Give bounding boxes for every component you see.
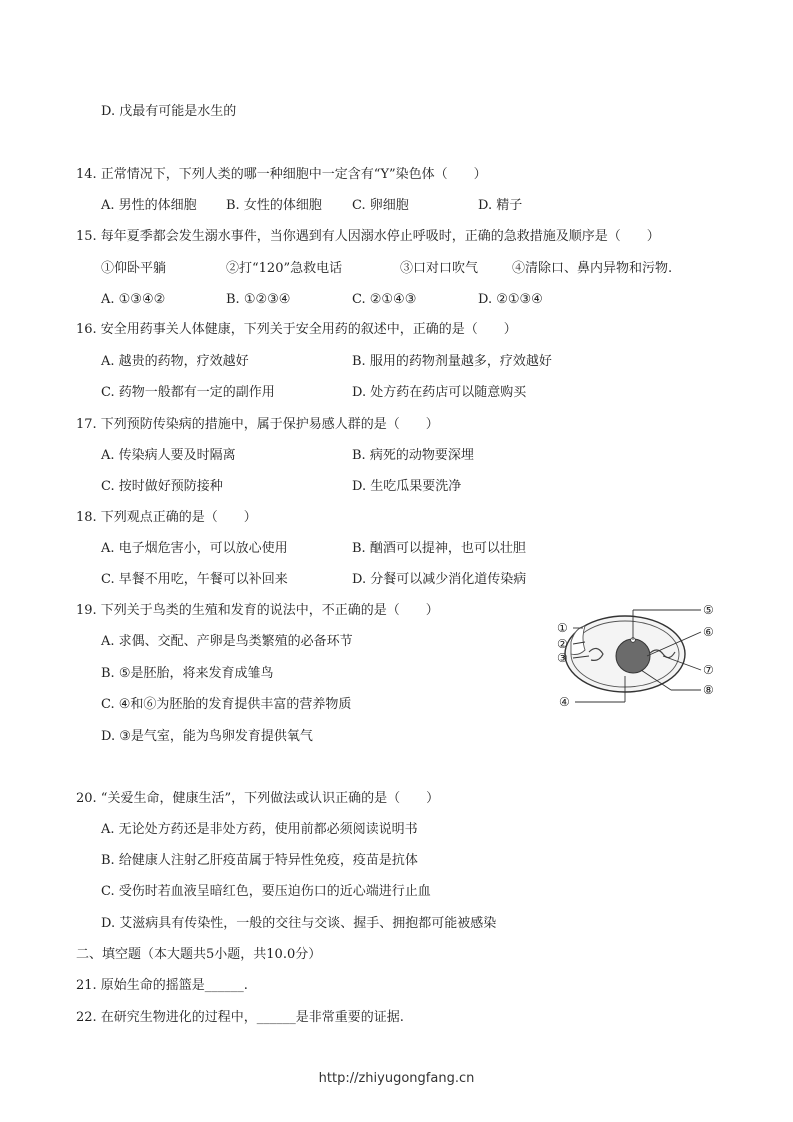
q16-option-d: D. 处方药在药店可以随意购买: [352, 385, 527, 400]
q17-stem: 17. 下列预防传染病的措施中，属于保护易感人群的是（ ）: [76, 417, 439, 432]
q15-step-3: ③口对口吹气: [400, 261, 479, 276]
figure-label-2: ②: [557, 637, 568, 651]
q15-option-b: B. ①②③④: [226, 292, 291, 307]
q19-option-d: D. ③是气室，能为鸟卵发育提供氧气: [101, 729, 313, 744]
q14-stem: 14. 正常情况下，下列人类的哪一种细胞中一定含有“Y”染色体（ ）: [76, 167, 487, 182]
q15-option-d: D. ②①③④: [478, 292, 543, 307]
q15-step-4: ④清除口、鼻内异物和污物.: [512, 261, 673, 276]
section-2-heading: 二、填空题（本大题共5小题，共10.0分）: [76, 947, 322, 962]
figure-label-7: ⑦: [703, 663, 714, 677]
q17-option-b: B. 病死的动物要深埋: [352, 448, 474, 463]
q17-option-c: C. 按时做好预防接种: [101, 479, 223, 494]
q20-option-d: D. 艾滋病具有传染性，一般的交往与交谈、握手、拥抱都可能被感染: [101, 916, 497, 931]
q16-stem: 16. 安全用药事关人体健康，下列关于安全用药的叙述中，正确的是（ ）: [76, 322, 517, 337]
figure-label-3: ③: [557, 651, 568, 665]
q20-option-c: C. 受伤时若血液呈暗红色，要压迫伤口的近心端进行止血: [101, 884, 431, 899]
footer-url: http://zhiyugongfang.cn: [318, 1071, 475, 1086]
q18-option-b: B. 酗酒可以提神，也可以壮胆: [352, 541, 526, 556]
q15-step-2: ②打“120”急救电话: [226, 261, 343, 276]
q18-option-c: C. 早餐不用吃，午餐可以补回来: [101, 572, 288, 587]
q20-stem: 20. “关爱生命，健康生活”，下列做法或认识正确的是（ ）: [76, 791, 440, 806]
figure-label-4: ④: [559, 695, 570, 709]
q14-option-d: D. 精子: [478, 198, 523, 213]
q14-option-a: A. 男性的体细胞: [101, 198, 197, 213]
q16-option-b: B. 服用的药物剂量越多，疗效越好: [352, 354, 552, 369]
figure-label-8: ⑧: [703, 683, 714, 697]
figure-label-5: ⑤: [703, 603, 714, 617]
figure-label-6: ⑥: [703, 625, 714, 639]
q15-option-c: C. ②①④③: [352, 292, 417, 307]
q19-option-c: C. ④和⑥为胚胎的发育提供丰富的营养物质: [101, 697, 352, 712]
q19-option-b: B. ⑤是胚胎，将来发育成雏鸟: [101, 666, 274, 681]
q17-option-d: D. 生吃瓜果要洗净: [352, 479, 462, 494]
q16-option-a: A. 越贵的药物，疗效越好: [101, 354, 249, 369]
q14-option-b: B. 女性的体细胞: [226, 198, 322, 213]
q15-option-a: A. ①③④②: [101, 292, 166, 307]
bird-egg-structure-diagram: [545, 598, 735, 718]
q15-stem: 15. 每年夏季都会发生溺水事件，当你遇到有人因溺水停止呼吸时，正确的急救措施及顺序是（ ）: [76, 229, 660, 244]
q19-stem: 19. 下列关于鸟类的生殖和发育的说法中，不正确的是（ ）: [76, 603, 439, 618]
q17-option-a: A. 传染病人要及时隔离: [101, 448, 236, 463]
q20-option-b: B. 给健康人注射乙肝疫苗属于特异性免疫，疫苗是抗体: [101, 853, 418, 868]
figure-label-1: ①: [557, 621, 568, 635]
q19-option-a: A. 求偶、交配、产卵是鸟类繁殖的必备环节: [101, 634, 353, 649]
q13-option-d: D. 戊最有可能是水生的: [101, 104, 237, 119]
q18-stem: 18. 下列观点正确的是（ ）: [76, 510, 257, 525]
q21-stem: 21. 原始生命的摇篮是______.: [76, 978, 248, 993]
q14-option-c: C. 卵细胞: [352, 198, 409, 213]
q15-step-1: ①仰卧平躺: [101, 261, 167, 276]
q20-option-a: A. 无论处方药还是非处方药，使用前都必须阅读说明书: [101, 822, 418, 837]
q18-option-d: D. 分餐可以减少消化道传染病: [352, 572, 527, 587]
q16-option-c: C. 药物一般都有一定的副作用: [101, 385, 275, 400]
q18-option-a: A. 电子烟危害小，可以放心使用: [101, 541, 288, 556]
q22-stem: 22. 在研究生物进化的过程中，______是非常重要的证据.: [76, 1010, 404, 1025]
